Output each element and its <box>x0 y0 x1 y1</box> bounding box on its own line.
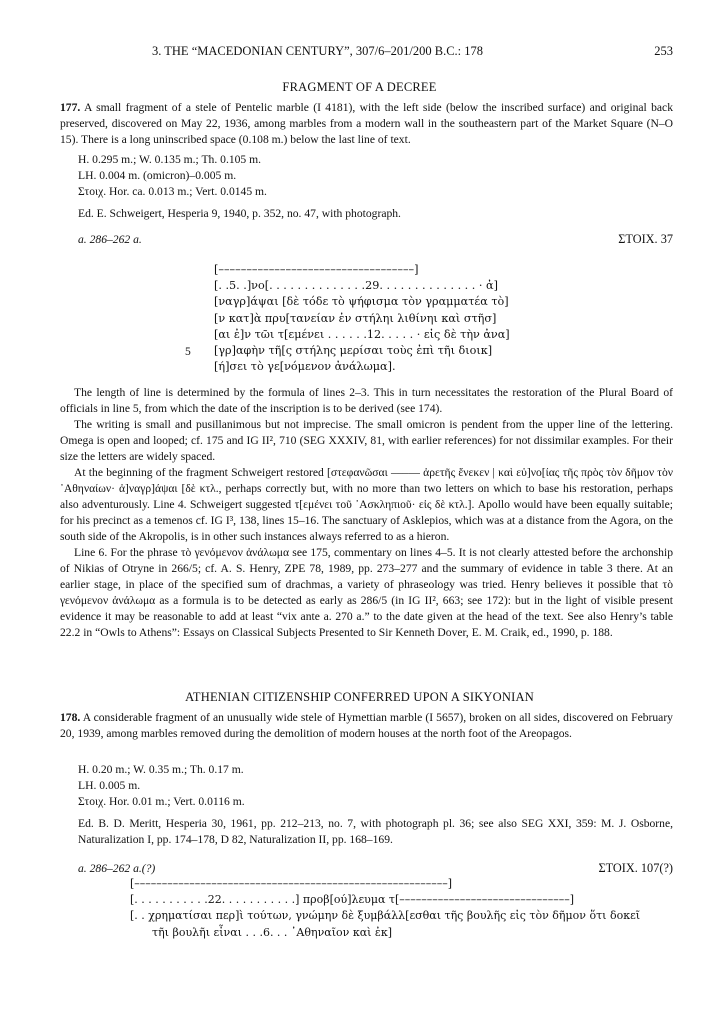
edition-reference: Ed. B. D. Meritt, Hesperia 30, 1961, pp. 212–213, no. 7, with photograph pl. 36; see also SEG XXI, 359: M. J. Osborne, Naturalization I, pp. 174–178, D 82, Naturalization II, pp. 168–169. <box>78 817 673 846</box>
measurements-line: Στοιχ. Hor. ca. 0.013 m.; Vert. 0.0145 m. <box>78 185 267 198</box>
inscription-text <box>214 262 510 375</box>
stoichedon-count: ΣΤΟΙΧ. 37 <box>618 232 673 246</box>
inscription-date: a. 286–262 a.(?) <box>78 862 156 875</box>
text-line: [. . . . . . . . . . .22. . . . . . . . . . .] προβ[ού]λευμα τ[–––––––––––––––––––––––––––––––] <box>130 893 575 907</box>
measurements-line: LH. 0.005 m. <box>78 779 141 792</box>
stoichedon-count: ΣΤΟΙΧ. 107(?) <box>598 861 673 875</box>
entry-intro-text: A small fragment of a stele of Pentelic marble (I 4181), with the left side (below the inscribed surface) and original back preserved, discovered on May 22, 1936, among marbles from a modern wall in the southeastern part of the Market Square (N–O 15). There is a long uninscribed space (0.108 m.) below the last line of text. <box>60 101 673 146</box>
running-head: 3. THE “MACEDONIAN CENTURY”, 307/6–201/200 B.C.: 178 <box>152 44 484 58</box>
entry-number: 177. <box>60 101 81 114</box>
inscription-date: a. 286–262 a. <box>78 233 142 246</box>
entry-177-intro <box>60 100 673 148</box>
text-line: [γρ]αφὴν τῆ[ς στήλης μερίσαι τοὺς ἐπὶ τῆι διοικ] <box>214 343 493 357</box>
line-number: 5 <box>185 345 191 358</box>
inscription-text <box>130 876 640 941</box>
text-line: [–––––––––––––––––––––––––––––––––––] <box>214 263 419 276</box>
section-heading-178: ATHENIAN CITIZENSHIP CONFERRED UPON A SIKYONIAN <box>185 690 534 704</box>
commentary-paragraph: The length of line is determined by the formula of lines 2–3. This in turn necessitates the restoration of the Plural Board of officials in line 5, from which the date of the inscription is to be derived (see 174). <box>60 386 673 415</box>
measurements-line: H. 0.20 m.; W. 0.35 m.; Th. 0.17 m. <box>78 763 244 776</box>
measurements-line: Στοιχ. Hor. 0.01 m.; Vert. 0.0116 m. <box>78 795 245 808</box>
page-number: 253 <box>654 44 673 58</box>
commentary-paragraph: Line 6. For the phrase τὸ γενόμενον ἀνάλωμα see 175, commentary on lines 4–5. It is not clearly attested before the archonship of Nikias of Otryne in 266/5; cf. A. S. Henry, ZPE 78, 1989, pp. 273–277 and the summary of evidence in table 3 there. At an earlier stage, in place of the specified sum of drachmas, a variety of phraseology was tried. Henry believes it possible that τὸ γενόμενον ἀνάλωμα as a formula is to be detected as early as 286/5 (in IG II², 663; see 172): but in the light of visible present evidence it may be reasonable to add at least “vix ante a. 270 a.” to the date given at the head of the text. See also Henry’s table 22.2 in “Owls to Athens”: Essays on Classical Subjects Presented to Sir Kenneth Dover, E. M. Craik, ed., 1990, p. 188. <box>60 546 673 639</box>
text-line: [ναγρ]άψαι [δὲ τόδε τὸ ψήφισμα τὸν γραμματέα τὸ] <box>214 295 509 309</box>
text-line: [–––––––––––––––––––––––––––––––––––––––––––––––––––––––––] <box>130 877 453 890</box>
measurements-line: LH. 0.004 m. (omicron)–0.005 m. <box>78 169 237 182</box>
text-line: [. .5. .]νο[. . . . . . . . . . . . . .29. . . . . . . . . . . . . . · ἀ] <box>214 279 498 293</box>
text-line: [ν κατ]ὰ πρυ[τανείαν ἐν στήληι λιθίνηι καὶ στῆσ] <box>214 311 497 325</box>
edition-reference: Ed. E. Schweigert, Hesperia 9, 1940, p. 352, no. 47, with photograph. <box>78 207 401 220</box>
text-line: τῆι βουλῆι εἶναι . . .6. . . ᾿Αθηναῖον καὶ ἐκ] <box>152 925 392 939</box>
commentary-paragraph: At the beginning of the fragment Schweigert restored [στεφανῶσαι ––––– ἀρετῆς ἕνεκεν | καὶ εὐ]νο[ίας τῆς πρὸς τὸν δῆμον τὸν ᾿Αθηναίων· ἀ]ναγρ]άψαι [δὲ κτλ., perhaps correctly but, with no more than two letters on which to base his restoration, perhaps also adventurously. Line 4. Schweigert suggested τ[εμένει τοῦ ᾿Ασκληπιοῦ· εἰς δὲ κτλ.]. Apollo would have been equally suitable; for his precinct as a temenos cf. IG I³, 138, lines 15–16. The sanctuary of Asklepios, which was at a distance from the Agora, on the south side of the Akropolis, is in other such instances always referred to as a hieron. <box>60 466 673 543</box>
section-heading-177: FRAGMENT OF A DECREE <box>282 80 437 94</box>
text-line: [ή]σει τὸ γε[νόμενον ἀνάλωμα]. <box>214 360 396 374</box>
measurements-line: H. 0.295 m.; W. 0.135 m.; Th. 0.105 m. <box>78 153 262 166</box>
text-line: [. . χρηματίσαι περ]ὶ τούτων, γνώμην δὲ ξυμβάλλ[εσθαι τῆς βουλῆς εἰς τὸν δῆμον ὅτι δοκεῖ <box>130 909 641 923</box>
text-line: [αι ἐ]ν τῶι τ[εμένει . . . . . .12. . . . . · εἰς δὲ τὴν ἀνα] <box>214 327 510 341</box>
entry-178-intro <box>60 710 673 742</box>
entry-intro-text: A considerable fragment of an unusually wide stele of Hymettian marble (I 5657), broken on all sides, discovered on February 20, 1939, among marbles removed during the demolition of modern houses at the north foot of the Areopagos. <box>60 711 673 740</box>
entry-number: 178. <box>60 711 81 724</box>
commentary-paragraph: The writing is small and pusillanimous but not imprecise. The small omicron is pendent from the upper line of the lettering. Omega is open and looped; cf. 175 and IG II², 710 (SEG XXXIV, 81, with earlier references) for not dissimilar examples. For their size the letters are widely spaced. <box>60 418 673 463</box>
